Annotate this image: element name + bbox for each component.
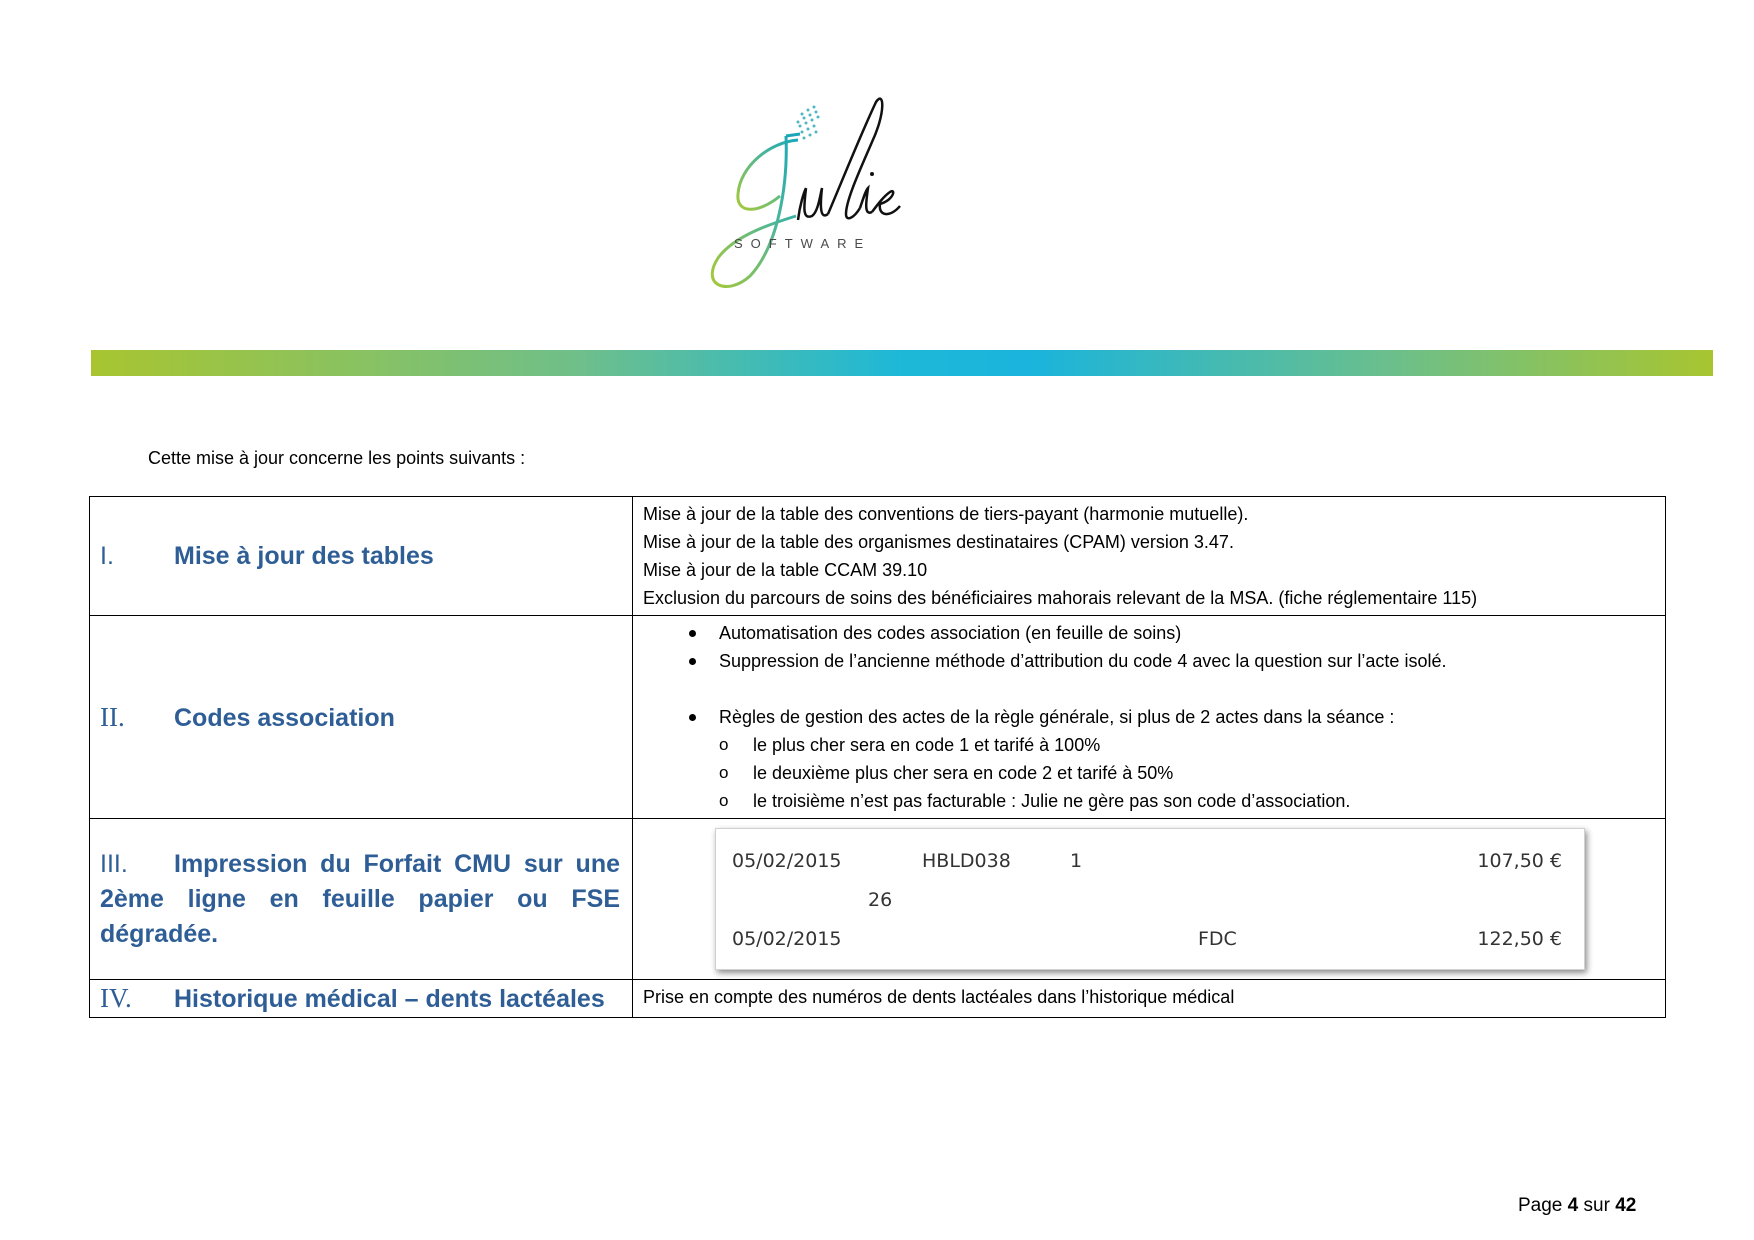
- section-content-cell: [633, 497, 1666, 616]
- invoice-amount: 107,50 €: [1477, 850, 1562, 872]
- intro-text: Cette mise à jour concerne les points suivants :: [148, 448, 526, 468]
- invoice-date: 05/02/2015: [732, 928, 842, 950]
- total-pages: 42: [1615, 1195, 1637, 1216]
- section-title-text: Codes association: [174, 703, 395, 732]
- section-heading-cell: [90, 819, 633, 980]
- updates-table: [89, 496, 1666, 1018]
- page-middle: sur: [1583, 1195, 1610, 1216]
- invoice-quantity: 1: [1070, 850, 1083, 872]
- invoice-date: 05/02/2015: [732, 850, 842, 872]
- julie-software-logo: [700, 96, 1020, 326]
- section-content-cell: [633, 819, 1666, 980]
- current-page: 4: [1567, 1195, 1579, 1216]
- section-title: [100, 847, 620, 952]
- bullet-list: [643, 619, 1655, 675]
- section-numeral: IV.: [100, 983, 132, 1013]
- section-title: [100, 539, 620, 573]
- header-gradient-banner: [91, 350, 1713, 376]
- sub-bullet-list: [643, 731, 1655, 815]
- invoice-act-code: HBLD038: [922, 850, 1011, 872]
- invoice-act-code: FDC: [1198, 928, 1237, 950]
- content-line: Mise à jour de la table des conventions de tiers-payant (harmonie mutuelle).: [643, 504, 1249, 524]
- list-item: Règles de gestion des actes de la règle générale, si plus de 2 actes dans la séance :: [683, 703, 1655, 731]
- table-row: [90, 497, 1666, 616]
- list-item: Automatisation des codes association (en feuille de soins): [683, 619, 1655, 647]
- logo-graphic: [700, 96, 1020, 326]
- list-item: Suppression de l’ancienne méthode d’attribution du code 4 avec la question sur l’acte isolé.: [683, 647, 1655, 675]
- table-row: [90, 819, 1666, 980]
- section-numeral: III.: [100, 849, 128, 878]
- section-numeral: I.: [100, 542, 114, 570]
- table-row: [90, 616, 1666, 819]
- section-heading-cell: [90, 616, 633, 819]
- content-line: Mise à jour de la table CCAM 39.10: [643, 560, 928, 580]
- sub-list-item: o le deuxième plus cher sera en code 2 et tarifé à 50%: [715, 759, 1655, 787]
- invoice-amount: 122,50 €: [1477, 928, 1562, 950]
- section-title-text: Historique médical – dents lactéales: [174, 985, 605, 1013]
- content-line: Exclusion du parcours de soins des bénéficiaires mahorais relevant de la MSA. (fiche réglementaire 115): [643, 588, 1478, 608]
- section-heading-cell: [90, 980, 633, 1018]
- section-title-text: Impression du Forfait CMU sur une 2ème ligne en feuille papier ou FSE dégradée.: [100, 849, 620, 948]
- spacer: [643, 675, 1655, 703]
- content-line: Mise à jour de la table des organismes destinataires (CPAM) version 3.47.: [643, 532, 1234, 552]
- section-title-text: Mise à jour des tables: [174, 542, 434, 570]
- logo-tagline: SOFTWARE: [734, 236, 872, 251]
- section-heading-cell: [90, 497, 633, 616]
- sub-list-item: o le troisième n’est pas facturable : Julie ne gère pas son code d’association.: [715, 787, 1655, 815]
- section-content-cell: [633, 616, 1666, 819]
- section-content-cell: [633, 980, 1666, 1018]
- invoice-tooth-number: 26: [868, 889, 893, 911]
- page-prefix: Page: [1518, 1195, 1563, 1216]
- page-number: [1518, 1195, 1636, 1217]
- section-title: [100, 981, 620, 1016]
- sub-list-item: o le plus cher sera en code 1 et tarifé à 100%: [715, 731, 1655, 759]
- section-numeral: II.: [100, 701, 125, 732]
- invoice-screenshot: [715, 828, 1585, 970]
- section-title: [100, 700, 620, 735]
- bullet-list: [643, 703, 1655, 731]
- content-line: Prise en compte des numéros de dents lactéales dans l’historique médical: [643, 987, 1235, 1007]
- table-row: [90, 980, 1666, 1018]
